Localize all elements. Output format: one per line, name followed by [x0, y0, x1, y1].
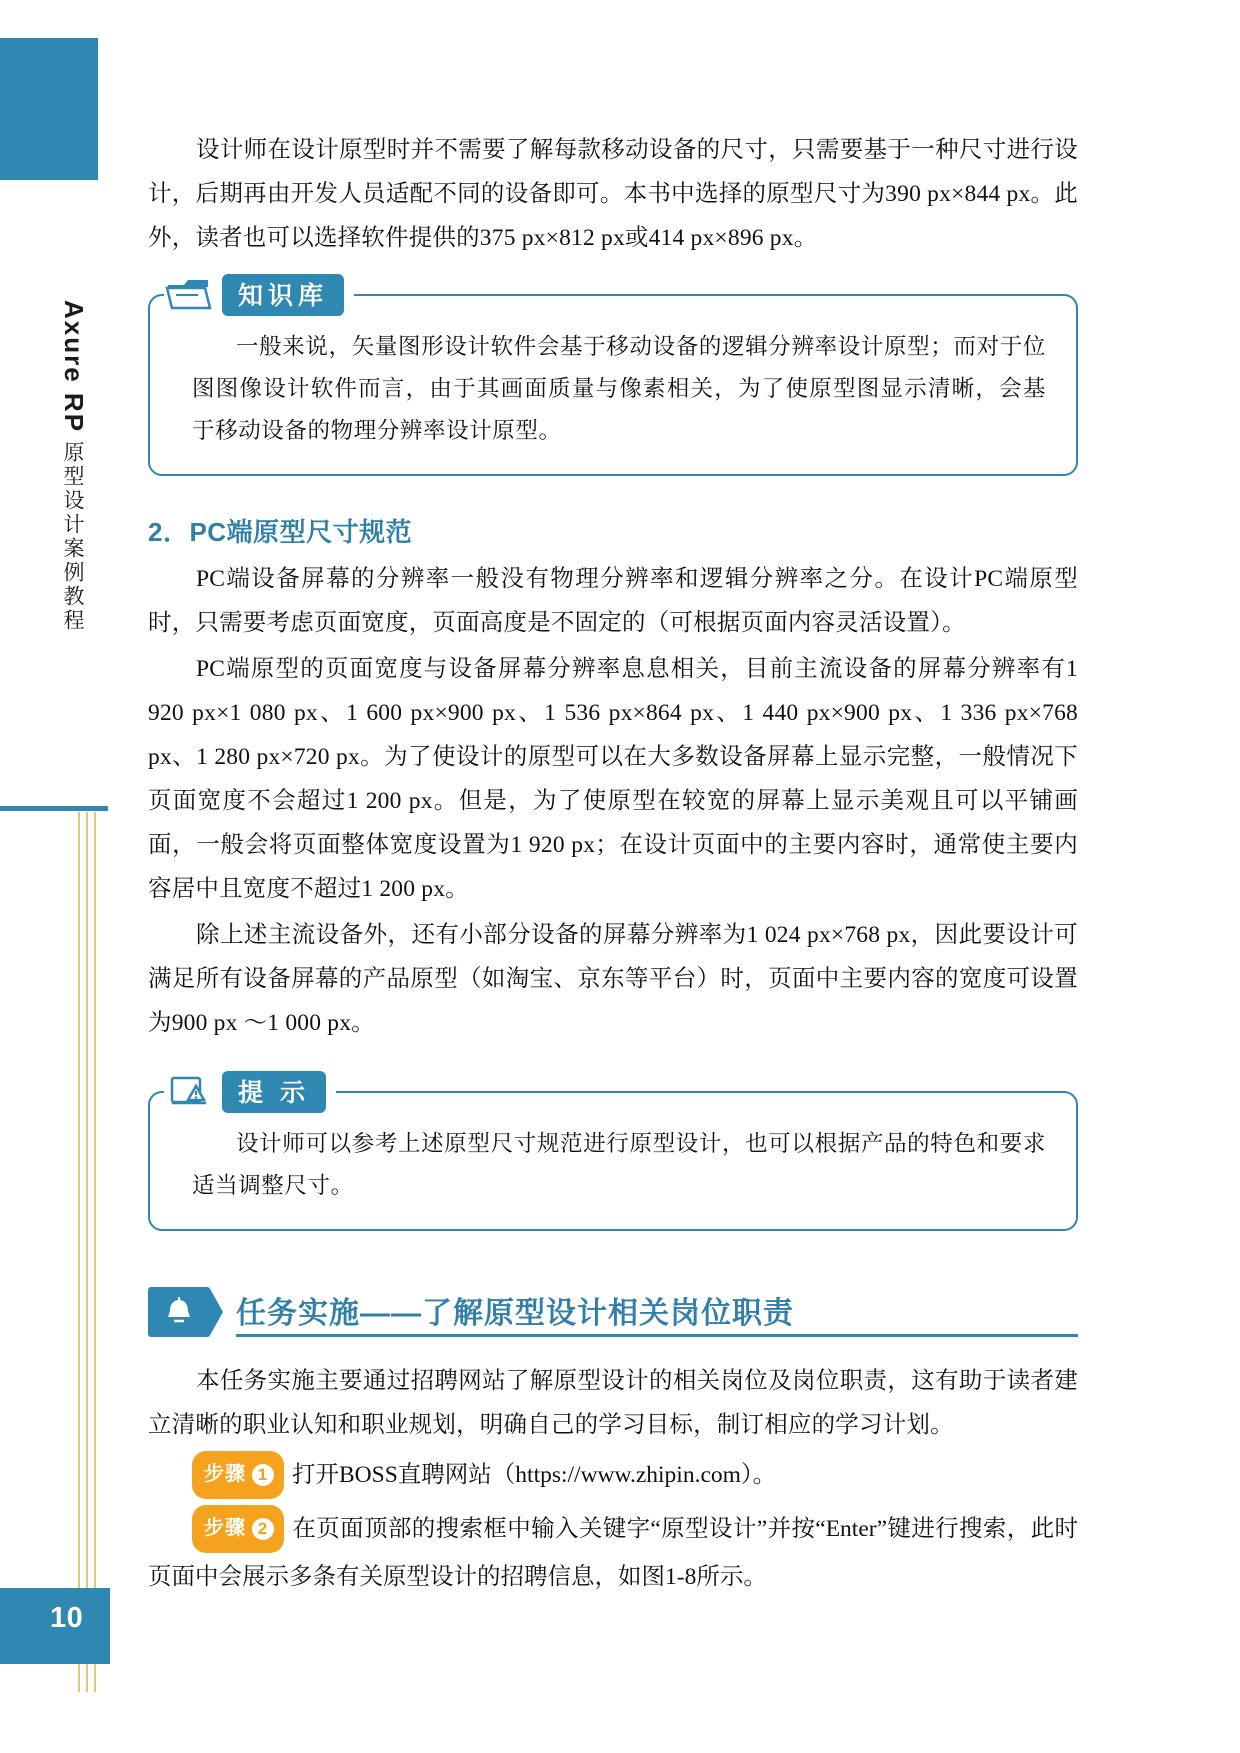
tip-callout — [148, 1079, 1078, 1231]
step-item-1 — [148, 1453, 1078, 1501]
paragraph-2: PC端设备屏幕的分辨率一般没有物理分辨率和逻辑分辨率之分。在设计PC端原型时，只需要考虑页面宽度，页面高度是不固定的（可根据页面内容灵活设置）。 — [148, 566, 1078, 636]
step-text-1: 打开BOSS直聘网站（https://www.zhipin.com）。 — [292, 1462, 777, 1488]
knowledge-callout-header — [164, 272, 354, 318]
sub-heading: 2．PC端原型尺寸规范 — [148, 517, 413, 547]
step-number-2: 2 — [252, 1518, 274, 1540]
rail-divider-line — [0, 806, 108, 811]
tip-callout-text: 设计师可以参考上述原型尺寸规范进行原型设计，也可以根据产品的特色和要求适当调整尺寸。 — [192, 1131, 1046, 1198]
knowledge-callout-tag: 知识库 — [222, 274, 344, 316]
page-number: 10 — [50, 1602, 84, 1634]
paragraph-1: 设计师在设计原型时并不需要了解每款移动设备的尺寸，只需要基于一种尺寸进行设计，后期再由开发人员适配不同的设备即可。本书中选择的原型尺寸为390 px×844 px。此外，读者也可以选择软件提供的375 px×812 px或414 px×896 px。 — [148, 137, 1078, 251]
rail-vertical-rule-3 — [94, 812, 96, 1692]
step-number-1: 1 — [252, 1464, 274, 1486]
folder-icon — [164, 274, 214, 316]
rail-top-block — [0, 38, 98, 180]
note-warning-icon — [164, 1071, 214, 1113]
task-banner — [148, 1283, 1078, 1341]
step-item-2 — [148, 1507, 1078, 1599]
tip-callout-header — [164, 1069, 336, 1115]
step-badge-2 — [192, 1505, 284, 1553]
step-text-2: 在页面顶部的搜索框中输入关键字“原型设计”并按“Enter”键进行搜索，此时页面中会展示多条有关原型设计的招聘信息，如图1-8所示。 — [148, 1516, 1078, 1590]
task-title-wrap — [236, 1288, 1078, 1337]
content-column — [148, 128, 1078, 1601]
paragraph-3: PC端原型的页面宽度与设备屏幕分辨率息息相关，目前主流设备的屏幕分辨率有1 920 px×1 080 px、1 600 px×900 px、1 536 px×864 px、1 440 px×900 px、1 336 px×768 px、1 280 px×720 px。为了使设计的原型可以在大多数设备屏幕上显示完整，一般情况下页面宽度不会超过1 200 px。但是，为了使原型在较宽的屏幕上显示美观且可以平铺画面，一般会将页面整体宽度设置为1 920 px；在设计页面中的主要内容时，通常使主要内容居中且宽度不超过1 200 px。 — [148, 656, 1078, 902]
paragraph-4: 除上述主流设备外，还有小部分设备的屏幕分辨率为1 024 px×768 px，因此要设计可满足所有设备屏幕的产品原型（如淘宝、京东等平台）时，页面中主要内容的宽度可设置为900 px ～1 000 px。 — [148, 922, 1078, 1036]
rail-vertical-rule-2 — [86, 812, 88, 1692]
rail-vertical-rule-1 — [78, 812, 80, 1692]
step-badge-label-1: 步骤 — [204, 1463, 246, 1485]
book-subtitle: 原型设计案例教程 — [61, 441, 85, 634]
paragraph-5: 本任务实施主要通过招聘网站了解原型设计的相关岗位及岗位职责，这有助于读者建立清晰的职业认知和职业规划，明确自己的学习目标，制订相应的学习计划。 — [148, 1368, 1078, 1438]
knowledge-callout-text: 一般来说，矢量图形设计软件会基于移动设备的逻辑分辨率设计原型；而对于位图图像设计软件而言，由于其画面质量与像素相关，为了使原型图显示清晰，会基于移动设备的物理分辨率设计原型。 — [192, 334, 1046, 443]
book-side-title — [58, 300, 102, 633]
knowledge-callout — [148, 282, 1078, 476]
tip-callout-tag: 提 示 — [222, 1071, 326, 1113]
book-title: Axure RP — [59, 300, 89, 434]
task-title: 任务实施——了解原型设计相关岗位职责 — [236, 1296, 794, 1330]
step-badge-1 — [192, 1451, 284, 1499]
task-bell-icon — [148, 1287, 210, 1337]
step-badge-label-2: 步骤 — [204, 1517, 246, 1539]
